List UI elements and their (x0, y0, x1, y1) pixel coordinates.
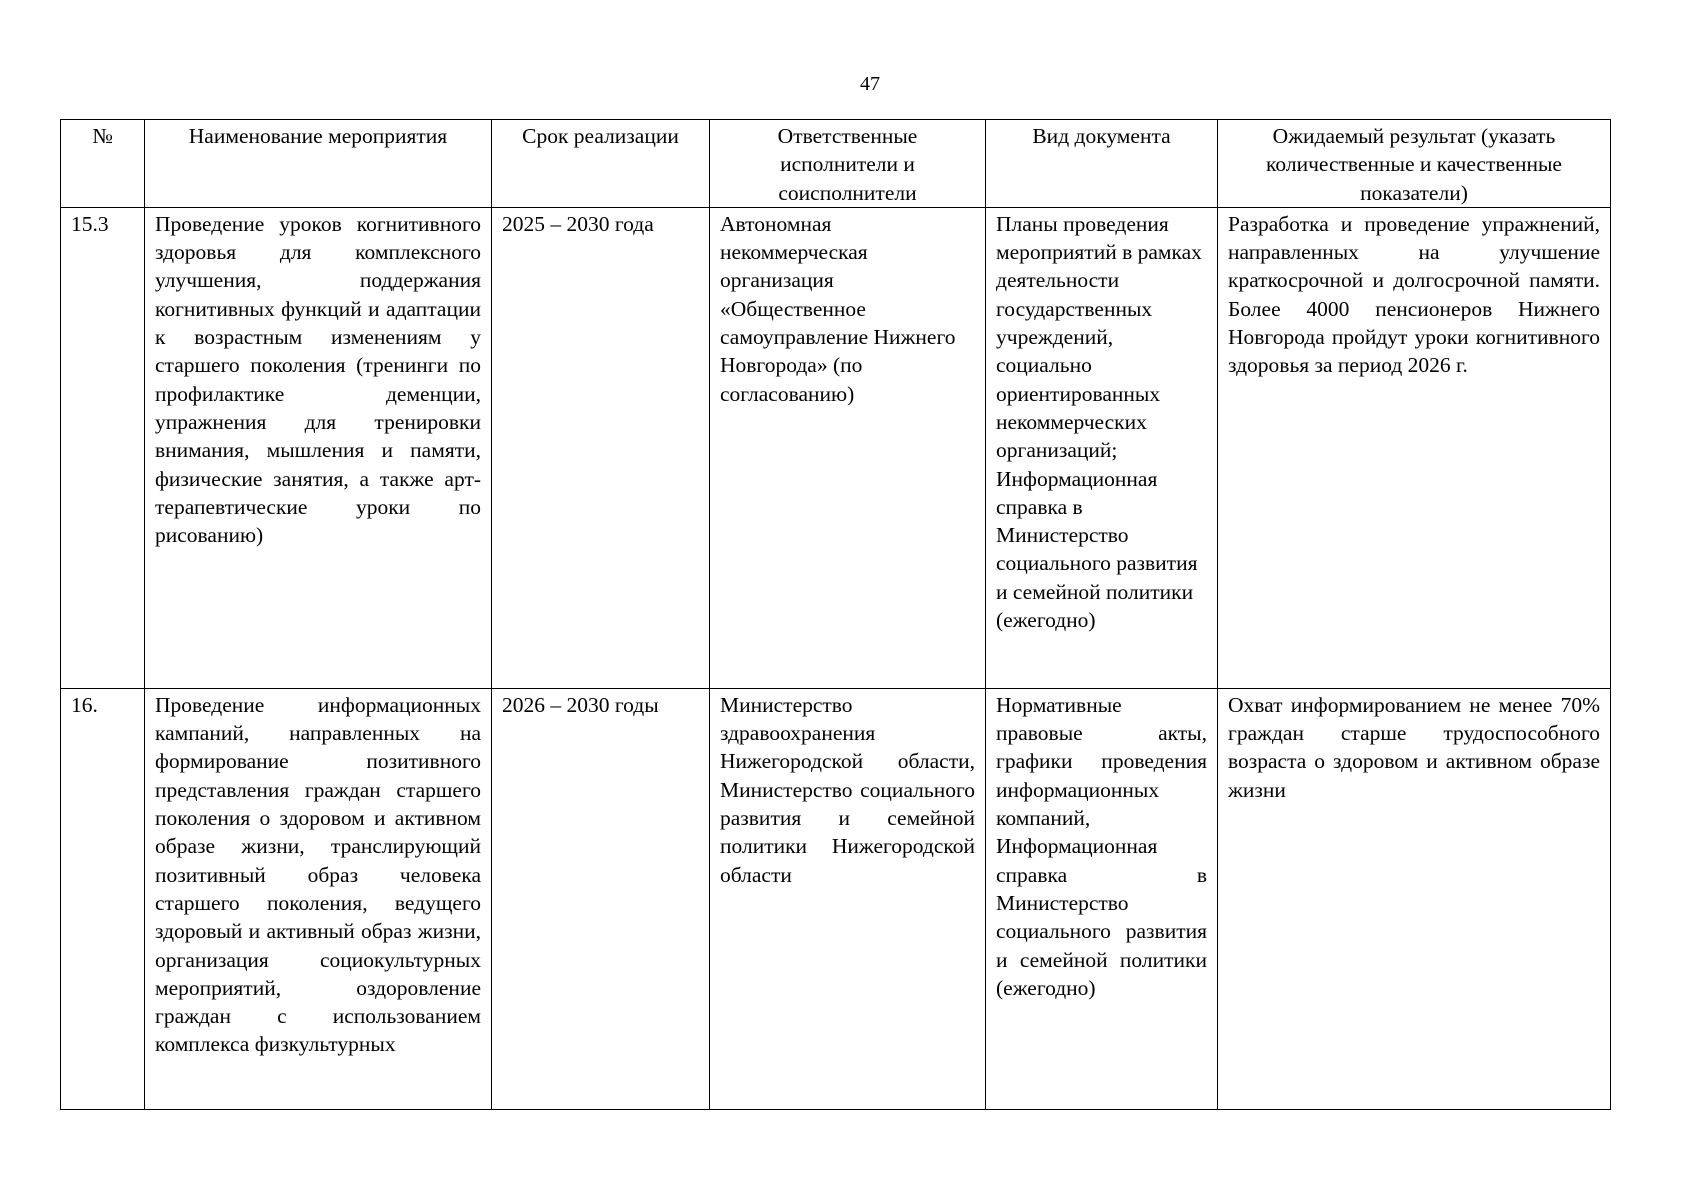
event-name-cell: Проведение уроков когнитивного здоровья для комплексного улучшения, поддержания когнитивных функций и адаптации к возрастным изменениям у старшего поколения (тренинги по профилактике деменции, упражнения для тренировки внимания, мышления и памяти, физические занятия, а также арт-терапевтические уроки по рисованию) (145, 207, 492, 688)
header-document-type: Вид документа (986, 120, 1218, 208)
document-type-cell: Планы проведения мероприятий в рамках деятельности государственных учреждений, социально ориентированных некоммерческих организаций; Информационная справка в Министерство социального развития и семейной политики (ежегодно) (986, 207, 1218, 688)
header-term: Срок реализации (492, 120, 710, 208)
document-type-cell: Нормативные правовые акты, графики проведения информационных компаний, Информационная справка в Министерство социального развития и семейной политики (ежегодно) (986, 688, 1218, 1109)
term-cell: 2026 – 2030 годы (492, 688, 710, 1109)
header-responsible: Ответственные исполнители и соисполнители (710, 120, 986, 208)
table-row (61, 207, 1611, 688)
header-number: № (61, 120, 145, 208)
table-row (61, 688, 1611, 1109)
page-number: 47 (860, 73, 880, 95)
expected-result-cell: Разработка и проведение упражнений, направленных на улучшение краткосрочной и долгосрочной памяти. Более 4000 пенсионеров Нижнего Новгорода пройдут уроки когнитивного здоровья за период 2026 г. (1218, 207, 1611, 688)
header-event-name: Наименование мероприятия (145, 120, 492, 208)
expected-result-cell: Охват информированием не менее 70% граждан старше трудоспособного возраста о здоровом и активном образе жизни (1218, 688, 1611, 1109)
header-expected-result: Ожидаемый результат (указать количественные и качественные показатели) (1218, 120, 1611, 208)
row-number: 16. (61, 688, 145, 1109)
table-header (61, 120, 1611, 208)
event-name-cell: Проведение информационных кампаний, направленных на формирование позитивного представления граждан старшего поколения о здоровом и активном образе жизни, транслирующий позитивный образ человека старшего поколения, ведущего здоровый и активный образ жизни, организация социокультурных мероприятий, оздоровление граждан с использованием комплекса физкультурных (145, 688, 492, 1109)
term-cell: 2025 – 2030 года (492, 207, 710, 688)
responsible-cell: Министерство здравоохранения Нижегородской области, Министерство социального развития и семейной политики Нижегородской области (710, 688, 986, 1109)
header-row (61, 120, 1611, 208)
measures-table (60, 119, 1611, 1110)
row-number: 15.3 (61, 207, 145, 688)
responsible-cell: Автономная некоммерческая организация «Общественное самоуправление Нижнего Новгорода» (по согласованию) (710, 207, 986, 688)
